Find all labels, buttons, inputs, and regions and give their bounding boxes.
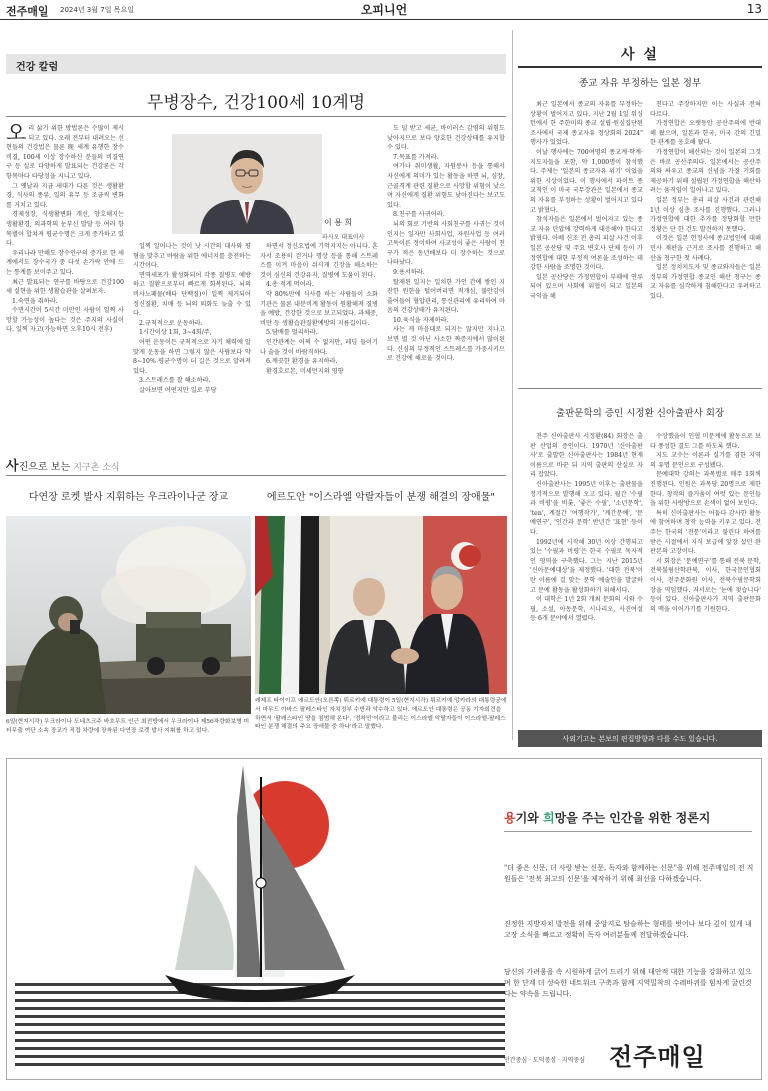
photo-news-title-1: 다연장 로켓 발사 지휘하는 우크라이나군 장교 <box>28 492 229 503</box>
paragraph: 환경호르몬, 미세먼지의 영향 <box>266 367 344 375</box>
paragraph: 9.용서하라. <box>393 268 425 276</box>
paragraph: 이 대학은 1년 2회 개최 문화의 시와 수필, 소설, 아동문학, 시나리오, 사진여설 등 6개 분야에서 열렸다. <box>530 596 643 623</box>
paragraph: 오리 삶기 위한 방법론은 수많이 제시되고 있다. 오래 전부터 내려오는 선현들의 건강법은 물론 现 세계 유행한 장수비결, 100세 이상 장수하신 분들의 비결연구 등 실로 다양하게 발표되는 건강론은 각 항목마다 타당성을 지니고 있다. <box>6 124 124 180</box>
ukraine-rocket-photo <box>6 516 251 714</box>
paragraph: 탈제된 일지는 일치한 가인 간에 쌓인 지잔한 원한을 털어버리면 적개심, 불안감이 줄어들어 혈압관리, 통신관리에 유리하여 마음의 건강상태가 유지된다. <box>387 278 505 315</box>
paragraph: 2.규칙적으로 운동하라. <box>139 319 203 327</box>
health-column-text-2 <box>133 242 251 442</box>
paragraph: 특히 신아출판사는 어둡다 감사한 활동에 참여하며 창작 능력을 키우고 있다. 전주는 한국의 '전문'이라고 불린다 하여를 받은 시절에서 지식 보급에 앞장 섰던 완판본의 고장이다. <box>650 509 761 556</box>
paragraph: 1992년에 시작해 30년 이상 간행되고 있는 '수필과 비평'은 한국 수필로 독자적인 영역을 구축했다. 그는 지난 2015년 '신아문예대상'을 제정했다. '대한 전북'이란 이름에 걸 맞는 문학 예술인을 발굴하고 문예 활동을 활성화하기 위해서다. <box>530 538 643 594</box>
issue-date: 2024년 3월 7일 목요일 <box>60 6 134 14</box>
ad-paragraph-3: 당신의 가려움을 속 시원하게 긁어 드리기 위해 대안적 대한 기능을 강화하고 있으며 한 단계 더 성숙한 네트워크 구축과 함께 지역밀착의 수레바퀴를 힘차게 굴린것다는 약속을 드립니다. <box>504 968 752 998</box>
paragraph: 살아보면 어떤지만 일로 부당 <box>139 386 217 394</box>
photo-news-tag-end: 지구촌 소식 <box>73 463 120 473</box>
divider <box>6 475 506 476</box>
author-name: 이 용 희 <box>324 218 353 227</box>
paragraph: 참석자들은 일본에서 벌어지고 있는 종교 자유 탄압에 강력하게 대응해야 한다고 밝혔다. 아베 신조 전 총리 피살 사건 이후 일본 공산당 및 주요 변호사 단체 등이 가정연합에 대한 부정적 여론을 조성하는 데 강한 사람을 조명한 것이다. <box>530 216 643 272</box>
paragraph: 최근 발표되는 연구를 바탕으로 건강100세 실현을 위한 생활습관을 살펴보자. <box>6 278 124 296</box>
paragraph: 4.총 적게 먹어라. <box>266 281 314 289</box>
photo-news-tag <box>6 455 506 474</box>
ad-paragraph-1: "더 좋은 신문, 더 사랑 받는 신문, 독자와 함께하는 신문"을 위해 전주매일의 전 직원들은 '전북 최고의 신문'을 제작하기 위해 최선을 다하겠습니다. <box>504 864 754 883</box>
editorial-title-1: 종교 자유 부정하는 일본 정부 <box>578 78 702 89</box>
paragraph: 3.스트레스를 잘 해소하라. <box>139 377 211 385</box>
paragraph: 수면시간이 5시간 미만인 사람이 일찍 사망할 가능성이 높다는 것은 주지의 사실이다. 일찍 자고(가능하면 오후10시 전후) <box>6 307 124 334</box>
paragraph: 5.담배를 멀리하라. <box>266 329 318 337</box>
paragraph: 서 회장은 '문예연구'를 통해 전북 문학, 전북불림산학관북, 이사, 한국문인협회 이사, 전주문화원 이사, 전북수필문학회장을 역임했다. 저서로는 '눈에 젖습니다' 등이 있다. 신아출판사가 지역 출판문화의 맥을 이어가기를 기원한다. <box>650 557 761 613</box>
paragraph: 이것은 일본 헌정사에 종교법인에 대해 민사 재판을 근거로 조사를 진행하고 해산을 청구한 첫 사례다. <box>650 235 761 262</box>
health-column-text-3 <box>260 242 378 442</box>
photo-news-caption-1: 6일(현지시각) 우크라이나 도네츠크주 바흐무트 인근 최전방에서 우크라이나 제56차량화보병 미터무출 여단 소속 장교가 직접 차량에 장착된 다연장 로켓 발사 지휘를 하고 있다. <box>6 719 250 734</box>
paragraph: 면역세포가 활성화되어 각종 질병도 예방하고 질환으로부터 빠르게 회복된다. 뇌의 비사노폐물(베타 단백질)이 일찍 제거되어 정신질환, 치매 등 뇌의 퇴화도 늦출 수 있다. <box>133 271 251 318</box>
paragraph: 이날 행사에는 700여명의 종교계·학계·지도자들을 포함, 약 1,000명이 참석했다. 주제는 '일본의 종교자유 위기' 이었을 위한 시상이었다. 이 행사에서 파이트 종교적인 이 마국 국무장관은 일본에서 종교의 자유를 부정하는 상황이 벌어지고 있다고 밝혔다. <box>530 148 643 214</box>
editorial-text-3 <box>530 432 643 726</box>
paragraph: 뇌의 회로 기반의 사회친구를 사귀는 것이 인지는 일자만 사회사업, 자원사업 등 여러 고독이른 정이하여 사교성이 좋은 사람이 친구가 적은 동년배보다 더 장수하는 것으로 나타났다. <box>387 220 505 267</box>
divider <box>504 831 752 832</box>
paragraph: 경제성장, 식생활변화 개선, 양호해지는 생활환경, 의과학의 눈부신 발달 등 여러 항목별이 합쳐져 평균수명은 크게 증가하고 있다. <box>6 211 124 248</box>
drop-cap: 오 <box>6 124 27 145</box>
photo-news-tag-lead: 사 <box>6 459 19 474</box>
paragraph: 6.깨끗한 환경을 유지하라. <box>266 358 338 366</box>
paragraph: 지도 교수는 이론과 실기를 겸한 지역의 유명 문인으로 구성됐다. <box>650 452 761 469</box>
section-title: 오피니언 <box>360 3 408 17</box>
paragraph: 도 덜 받고 세균, 바이러스 감염의 위험도 낮아지므로 보다 양호한 건강상태를 유지할 수 있다. <box>387 125 505 152</box>
photo-news-caption-2: 레제프 타이이프 에르도안(오른쪽) 튀르키예 대통령이 5일(현지시각) 튀르키예 앙카라의 대통령궁에서 마무드 아바스 팔레스타인 자치정부 수반과 악수하고 있다. 에르도안 대통령은 공동 기자회견을 하면서 '팔레스타인 땅을 침범해 온다', '정착민'이라고 불리는 이스라엘 악랄자들이 이스라엘-팔레스타인 분쟁 해결의 주요 장애물 중 하나'라고 말했다. <box>255 698 507 731</box>
paragraph: 약 80%만에 식사를 하는 사람들이 소화기관은 물론 내분비계 활동이 원활해져 질병을 예방, 건강한 것으로 보고되었다. 과체중, 비만 등 생활습관질환예방의 지름길이다. <box>260 290 378 327</box>
paragraph: 인간관계는 어찌 수 없지만, 레딩 들이기나 술을 것이 바람직하다. <box>260 338 378 356</box>
paragraph: 일본 공산당은 가정연합이 부패에 연루되어 있으며 사회에 위협이 되고 일본의 국익을 해 <box>530 273 643 300</box>
editorial-text-1 <box>530 100 643 382</box>
paragraph: 신아출판사는 1995년 이후는 출판물을 정기적으로 발행해 오고 있다. 월간 '수필과 비평'을 비롯, '좋은 수필', '소년문학', 'ten', 계절간 '여행작가', '계간문예', '문예연구', '인간과 문학' 반년간 '표현' 등이다. <box>530 480 643 536</box>
divider <box>518 66 762 68</box>
column-divider <box>512 30 513 740</box>
paragraph: 여가나 취미생활, 자원봉사 등을 통해서 자신에게 의미가 있는 활동을 하면 뇌, 심장, 근골격계 관련 질환으로 사망할 위험이 낮으며 자신에게 질환 위험도 낮아진다는 보고도 있다. <box>387 163 505 209</box>
editorial-tag: 사 설 <box>621 47 659 63</box>
sailboat-pen-illustration <box>15 765 505 1075</box>
newspaper-ad <box>6 758 762 1080</box>
photo-news-title-2: 에르도안 "이스라엘 악랄자들이 분쟁 해결의 장애물" <box>267 492 495 503</box>
paragraph: 가정연합은 오랫동안 공산주의에 반대해 왔으며, 일본과 한국, 미국 간의 긴밀한 관계를 옹호해 왔다. <box>650 120 761 147</box>
ad-headline <box>504 809 754 826</box>
health-column <box>6 54 506 445</box>
paragraph: 최근 일본에서 종교의 자유를 부정하는 상황이 벌어지고 있다. 지난 2월 1일 워싱턴에서 한 주한미의 종교 설립·원심집단된 조사에서 국제 종교자유 정상회의 2024" 행사가 있었다. <box>530 101 643 147</box>
author-role: 파시오 대표이사 <box>322 234 365 241</box>
paragraph: 1시간이상 1회, 3~4회/주, <box>139 329 212 337</box>
paragraph: 일본 정부는 총리 피살 사건과 관련해 1년 이상 심층 조사를 진행했다. 그러나 가정연합에 대한 추가를 정당화할 만한 정황은 단 한 건도 발견하지 못했다. <box>650 196 761 233</box>
health-column-text-4 <box>387 124 505 442</box>
divider <box>518 388 762 389</box>
paragraph: 8.친구를 사귀어라. <box>393 211 445 219</box>
ad-headline-part-4: 망을 주는 인간을 위한 정론지 <box>554 811 711 825</box>
health-column-title: 무병장수, 건강100세 10계명 <box>146 93 366 113</box>
editorial-title-2: 출판문학의 증인 시정환 신아출판사 회장 <box>555 408 725 419</box>
health-column-tag: 건강 칼럼 <box>6 54 506 74</box>
editorial-text-4 <box>650 432 761 726</box>
newspaper-logo: 전주매일 <box>609 1043 706 1071</box>
paragraph: 그 옛날과 지금 세대가 다른 것은 생활환경, 식사의 종류, 일의 유무 등 조금씩 변화를 거치고 있다. <box>6 182 124 209</box>
paragraph: 사는 게 마음대로 되지는 않지만 지나고 보면 별 것 아닌 사소한 짜증지에서 많이된다. 신심의 부정적인 스트레스를 가중시키므로 건강에 해로울 것이다. <box>387 326 505 363</box>
erdogan-abbas-photo <box>255 516 507 694</box>
paragraph: 우리나라 만해도 장수인구의 증가로 한 세계에서도 장수국가 중 다섯 손가락 안에 드는 통계를 보이주고 있다. <box>6 249 124 276</box>
editorial-text-2 <box>650 100 761 382</box>
paragraph: 하면서 정신요법에 기억지지는 아니다. 혼자서 조용히 걷거나 명상 등을 통해 스트레스를 이겨 마음이 쉬시게 긴장을 해소하는 것이 심신의 건강유지, 질병에 도움이 된다. <box>260 243 378 279</box>
divider <box>6 116 506 117</box>
ad-slogan: 인간중심 · 도덕중심 · 지역중심 <box>504 1057 585 1064</box>
ad-headline-part-3: 희 <box>542 811 555 825</box>
author-photo <box>172 134 322 234</box>
paragraph: 친다고 주장하지만 이는 사실과 전혀 다르다. <box>650 101 761 118</box>
paragraph: 문예대학 강의는 과목별로 매주 1회씩 진행된다. 인원은 과목당 20명으로 제한한다. 창작의 즐거움이 여럿 있는 문인들을 위한 사랑방으로 손색이 없어 보인다. <box>650 471 761 508</box>
paragraph: 일찍 일어나는 것이 낫 시간의 대사와 평형을 맞추고 바람을 위한 에너지를 충전하는 시간이다. <box>133 243 251 270</box>
ad-headline-part-2: 기와 <box>515 811 543 825</box>
page-number: 13 <box>746 2 762 16</box>
paragraph: 어떤 운동이든 규칙적으로 자기 체력에 알맞게 운동을 하면 그렇지 않은 사람보다 약 8~10% 평균수명이 더 길은 것으로 알려져 있다. <box>133 338 251 375</box>
ad-headline-part-1: 용 <box>504 811 516 825</box>
paragraph: 일본 정치지도자 및 종교와자들은 일본 정부의 가정연합 종교인 해산 청구는 종교 자유를 심각하게 침해한다고 우려하고 있다. <box>650 264 761 300</box>
paragraph: 10.육식을 자제하라. <box>393 316 449 324</box>
masthead-brand: 전주매일 <box>6 5 49 18</box>
health-column-text-1 <box>6 124 124 442</box>
paragraph: 수상했을이 인협 미문계에 활동으로 보다 풍성한 결도 그를 하도록 했다. <box>650 433 761 450</box>
masthead <box>0 0 768 20</box>
paragraph: 1.숙면을 취하라. <box>12 297 58 305</box>
paragraph: 전주 신아출판사 서정환(84) 회장은 출판 산업의 증인이다. 1970년 '신아출판사'로 출발한 신아출판사는 1984년 현재 이름으로 바꾼 뒤 지역 출판의 산실로 자리 잡았다. <box>530 433 643 479</box>
author-portrait-image <box>172 134 322 234</box>
paragraph: 가정연합이 해산되는 것이 일본의 그것은 바로 공산주의다. 일본에서는 공산주의와 싸우고 종교의 신념을 가질 기회를 제공하기 위해 설립된 가정연합을 해산하려는 움직임이 일어나고 있다. <box>650 148 761 195</box>
paragraph: 7.목표를 가져라. <box>393 153 439 161</box>
disclaimer-bar: 사외기고는 본보의 편집방향과 다를 수도 있습니다. <box>518 730 762 747</box>
photo-news-tag-mid: 진으로 보는 <box>18 462 71 473</box>
ad-paragraph-2: 진정한 지방자치 발전을 위해 중앙지로 탐슬하는 형태를 벗어나 보다 깊이 있게 내 고장 소식을 빠르고 정확히 독자 여러분들께 전달하겠습니다. <box>504 920 752 939</box>
